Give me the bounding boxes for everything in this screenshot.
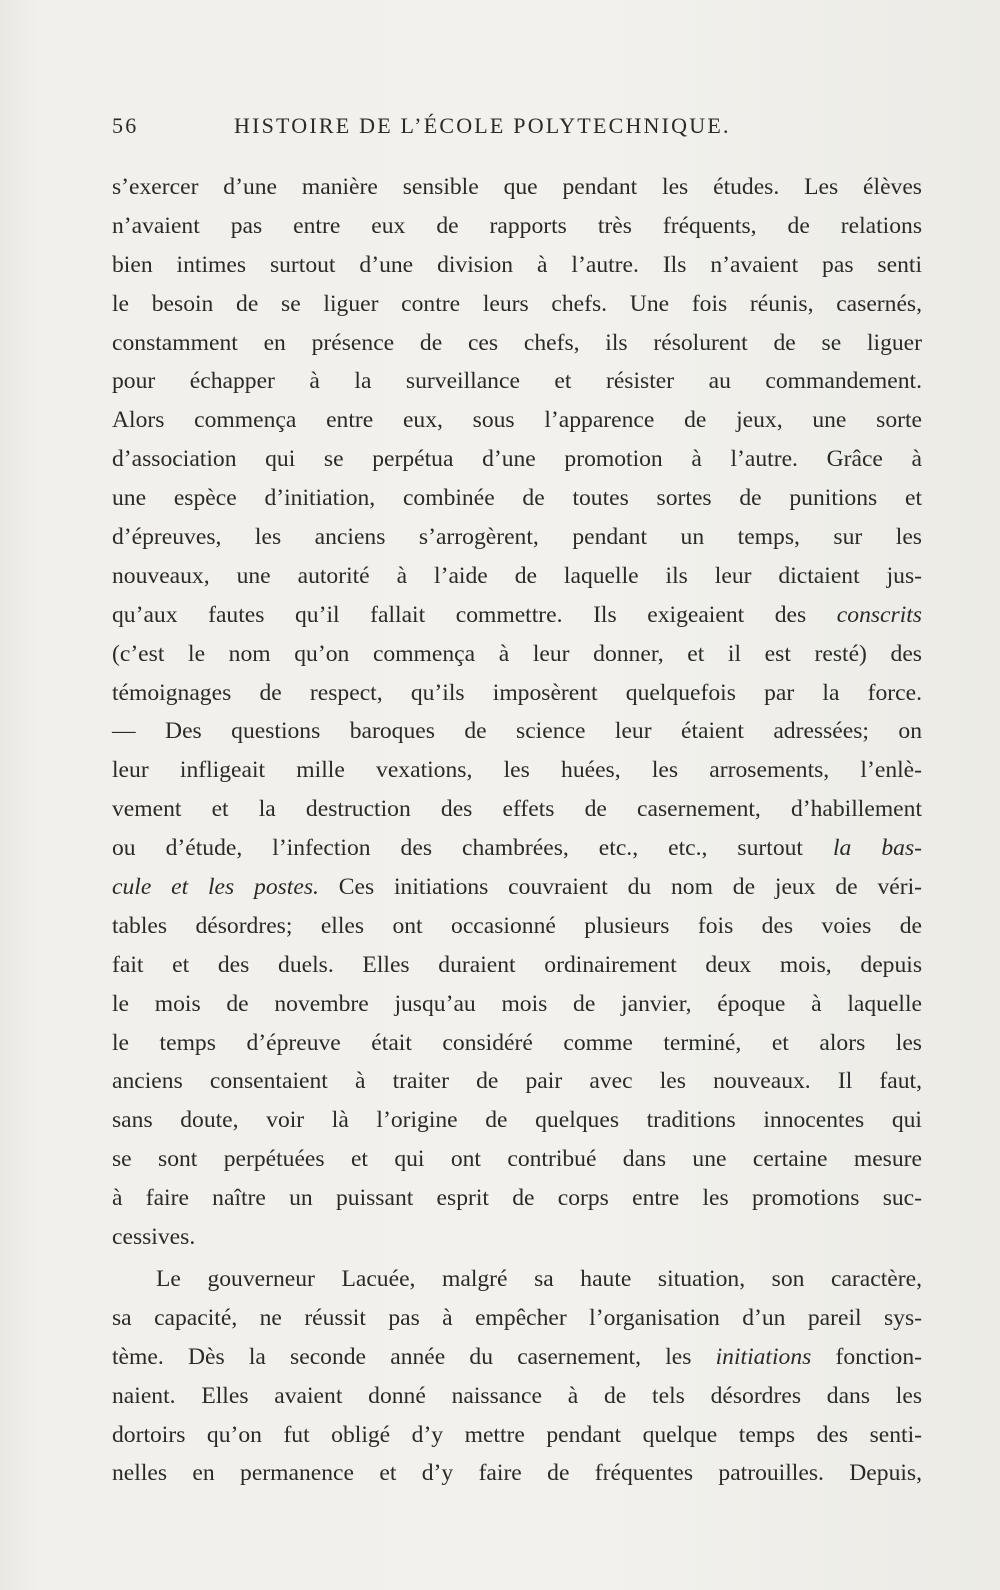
text-span: fonction- [811, 1343, 922, 1370]
text-line: nouveaux, une autorité à l’aide de laquelle ils leur dictaient jus- [112, 562, 922, 589]
text-line: naient. Elles avaient donné naissance à de tels désordres dans les [112, 1382, 922, 1409]
text-line: constamment en présence de ces chefs, ils résolurent de se liguer [112, 329, 922, 356]
text-line: bien intimes surtout d’une division à l’autre. Ils n’avaient pas senti [112, 251, 922, 278]
italic-term: initiations [715, 1343, 812, 1370]
running-title: HISTOIRE DE L’ÉCOLE POLYTECHNIQUE. [234, 113, 731, 138]
text-line: dortoirs qu’on fut obligé d’y mettre pendant quelque temps des senti- [112, 1421, 922, 1448]
text-line: une espèce d’initiation, combinée de toutes sortes de punitions et [112, 485, 922, 512]
text-line: se sont perpétuées et qui ont contribué dans une certaine mesure [112, 1146, 922, 1173]
italic-term: cule et les postes. [112, 874, 319, 901]
text-line: vement et la destruction des effets de casernement, d’habillement [112, 796, 922, 823]
text-line: — Des questions baroques de science leur étaient adressées; on [112, 718, 922, 745]
text-line: Alors commença entre eux, sous l’apparence de jeux, une sorte [112, 407, 922, 434]
text-line: cessives. [112, 1224, 196, 1251]
page-number: 56 [112, 113, 139, 138]
text-span: tème. Dès la seconde année du casernement, les [112, 1343, 716, 1370]
text-line: pour échapper à la surveillance et résister au commandement. [112, 368, 922, 395]
paragraph [112, 1260, 922, 1493]
paragraph [112, 168, 922, 1257]
text-line [112, 596, 922, 635]
text-line: à faire naître un puissant esprit de corps entre les promotions suc- [112, 1185, 922, 1212]
text-line: nelles en permanence et d’y faire de fréquentes patrouilles. Depuis, [112, 1460, 922, 1487]
text-line [112, 829, 922, 868]
text-span: qu’aux fautes qu’il fallait commettre. Ils exigeaient des [112, 601, 837, 628]
text-line [112, 1338, 922, 1377]
running-head [112, 113, 792, 143]
text-line: tables désordres; elles ont occasionné plusieurs fois des voies de [112, 912, 922, 939]
italic-term: conscrits [836, 601, 922, 628]
text-line: le besoin de se liguer contre leurs chefs. Une fois réunis, casernés, [112, 290, 922, 317]
text-line: sa capacité, ne réussit pas à empêcher l’organisation d’un pareil sys- [112, 1304, 922, 1331]
text-span: Ces initiations couvraient du nom de jeux de véri- [318, 874, 922, 901]
text-line: leur infligeait mille vexations, les huées, les arrosements, l’enlè- [112, 757, 922, 784]
text-line: le mois de novembre jusqu’au mois de janvier, époque à laquelle [112, 990, 922, 1017]
text-line: d’association qui se perpétua d’une promotion à l’autre. Grâce à [112, 446, 922, 473]
text-line: s’exercer d’une manière sensible que pendant les études. Les élèves [112, 174, 922, 200]
italic-term: la bas- [832, 835, 922, 862]
text-line: sans doute, voir là l’origine de quelques traditions innocentes qui [112, 1107, 922, 1134]
text-line: Le gouverneur Lacuée, malgré sa haute situation, son caractère, [156, 1265, 922, 1292]
text-line: le temps d’épreuve était considéré comme terminé, et alors les [112, 1029, 922, 1056]
text-line: (c’est le nom qu’on commença à leur donner, et il est resté) des [112, 640, 922, 667]
text-line [112, 868, 922, 907]
body-text [112, 168, 922, 1493]
text-line: d’épreuves, les anciens s’arrogèrent, pendant un temps, sur les [112, 524, 922, 551]
text-line: anciens consentaient à traiter de pair avec les nouveaux. Il faut, [112, 1068, 922, 1095]
text-line: n’avaient pas entre eux de rapports très fréquents, de relations [112, 212, 922, 239]
text-span: ou d’étude, l’infection des chambrées, etc., etc., surtout [112, 835, 833, 862]
text-line: témoignages de respect, qu’ils imposèrent quelquefois par la force. [112, 679, 922, 706]
text-line: fait et des duels. Elles duraient ordinairement deux mois, depuis [112, 951, 922, 978]
